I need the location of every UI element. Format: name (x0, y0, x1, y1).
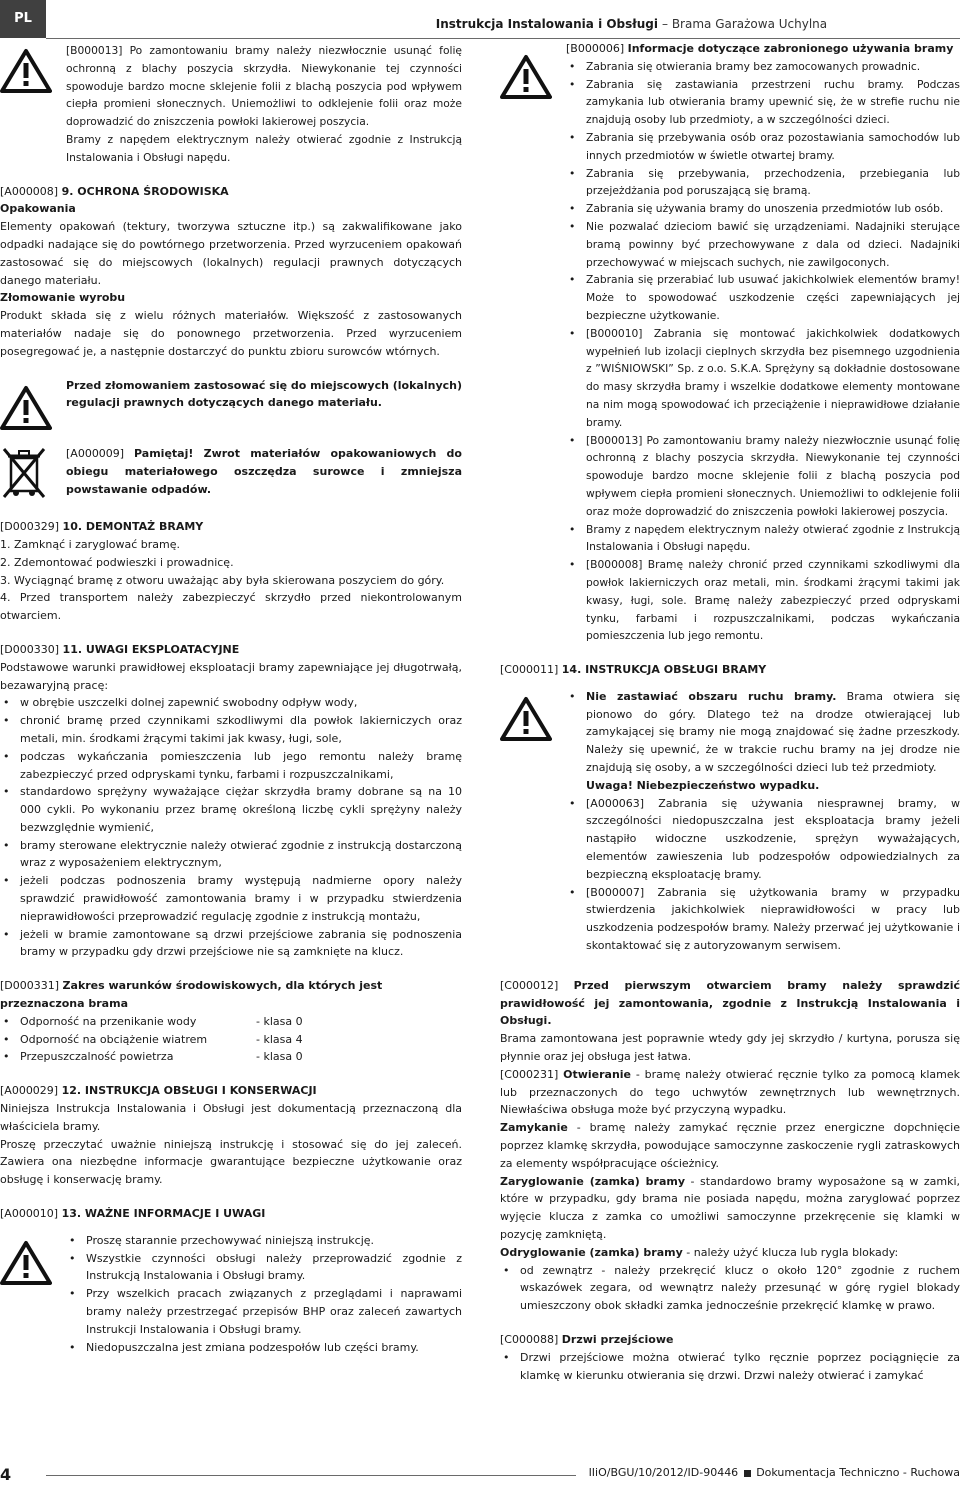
list-item: • standardowo sprężyny wyważające ciężar skrzydła bramy dobrane są na 10 000 cykli. Po wykonaniu przez bramę określoną liczbę cykli sprężyny należy bezwzględnie wymienić, (0, 783, 462, 836)
list-item: • jeżeli w bramie zamontowane są drzwi przejściowe zabrania się podnoszenia bramy w przypadku gdy drzwi przejściowe nie są zamknięte na klucz. (0, 926, 462, 962)
unlocking-list (500, 1262, 960, 1315)
step-item: 2. Zdemontować podwieszki i prowadnicę. (0, 555, 234, 569)
prohibited-heading: [B000006] Informacje dotyczące zabronionego używania bramy (566, 42, 954, 55)
list-item: • od zewnątrz - należy przekręcić klucz o około 120° zgodnie z ruchem wskazówek zegara, od wewnątrz należy przesunąć w górę rygiel blokady umieszczony obok składki zamka jednocześnie przekręcić klamkę w prawo. (500, 1262, 960, 1315)
list-item: • jeżeli podczas podnoszenia bramy występują nadmierne opory należy sprawdzić prawidłowość zamontowania bramy i w przypadku stwierdzenia nieprawidłowości przeprowadzić regulację zgodnie z instrukcją montażu, (0, 872, 462, 925)
paragraph: Proszę przeczytać uważnie niniejszą instrukcję i stosować się do jej zaleceń. Zawiera ona niezbędne informacje gwarantujące bezpieczne użytkowanie oraz obsługę i konserwację bramy. (0, 1137, 462, 1187)
list-item: • Drzwi przejściowe można otwierać tylko ręcznie poprzez pociągnięcie za klamkę w kierunku otwierania się drzwi. Drzwi należy otwierać i zamykać (500, 1349, 960, 1385)
left-column (0, 40, 462, 1356)
section-title: 14. INSTRUKCJA OBSŁUGI BRAMY (561, 663, 767, 677)
list-item: • Zabrania się używania bramy do unoszenia przedmiotów lub osób. (566, 200, 960, 218)
list-item: • [B000013] Po zamontowaniu bramy należy niezwłocznie usunąć folię ochronną z blachy poszycia skrzydła. Niewykonanie tej czynności spowoduje bardzo mocne sklejenie folii z blachą poszycia pod wpływem ciepła promieni słonecznych. Uniemożliwi to odklejenie folii oraz może doprowadzić do zniszczenia powłoki lakierowej poszycia. (566, 432, 960, 521)
prohibited-list (566, 58, 960, 645)
unlocking-text: Odryglowanie (zamka) bramy - należy użyć klucza lub rygla blokady: (500, 1245, 899, 1259)
paragraph: Niniejsza Instrukcja Instalowania i Obsługi jest dokumentacją przeznaczoną dla właściciela bramy. (0, 1102, 462, 1133)
page-number: 4 (0, 1465, 12, 1485)
list-item: • bramy sterowane elektrycznie należy otwierać zgodnie z instrukcją dostarczoną wraz z wyposażeniem elektrycznym, (0, 837, 462, 873)
list-item: • Zabrania się przerabiać lub usuwać jakichkolwiek elementów bramy! Może to spowodować uszkodzenie części zapewniających jej bezpieczne użytkowanie. (566, 271, 960, 324)
list-item: • Nie pozwalać dzieciom bawić się urządzeniami. Nadajniki sterujące bramą powinny być przechowywane z dala od dzieci. Nadajniki przechowywać w miejscach suchych, nie zawilgoconych. (566, 218, 960, 271)
warning-scrap-text: Przed złomowaniem zastosować się do miejscowych (lokalnych) regulacji prawnych dotyczących danego materiału. (66, 378, 462, 410)
section-code: [C000088] (500, 1332, 559, 1346)
step-item: 3. Wyciągnąć bramę z otworu uważając aby była skierowana poszyciem do góry. (0, 573, 445, 587)
section-code: [C000011] (500, 663, 559, 677)
warning-triangle-icon (0, 377, 52, 437)
header-rule (46, 38, 960, 39)
paragraph: Brama zamontowana jest poprawnie wtedy gdy jej skrzydło / kurtyna, porusza się płynnie oraz jej obsługa jest łatwa. (500, 1032, 960, 1064)
warning-foil (0, 40, 462, 167)
section-title: Drzwi przejściowe (561, 1332, 674, 1346)
warning-triangle-icon (500, 40, 552, 645)
section-11-heading (0, 641, 462, 659)
document-subtitle: – Brama Garażowa Uchylna (662, 17, 828, 31)
recycle-note (0, 445, 462, 509)
footer-document-id: IIiO/BGU/10/2012/ID-90446 Dokumentacja Techniczno - Ruchowa (588, 1466, 960, 1480)
list-item: • Zabrania się zastawiania przestrzeni ruchu bramy. Podczas zamykania lub otwierania bramy upewnić się, że w strefie ruchu nie znajdują osoby lub przedmioty, a w szczególności dzieci. (566, 76, 960, 129)
packaging-text: Elementy opakowań (tektury, tworzywa sztuczne itp.) są zakwalifikowane jako odpadki nadające się do powtórnego przetworzenia. Przed wyrzuceniem opakowań zastosować się do miejscowych (lokalnych) regulacji prawnych dotyczących danego materiału. (0, 220, 462, 287)
recycle-code: [A000009] (66, 447, 125, 461)
list-item: • Nie zastawiać obszaru ruchu bramy. Brama otwiera się pionowo do góry. Dlatego też na drodze otwierającej lub zamykającej się bramy nie mogą znajdować się żadne przeszkody. Należy się upewnić, że w trakcie ruchu bramy na jej drodze nie znajdują się osoby, a w szczególności dzieci lub też przedmioty. Uwaga! Niebezpieczeństwo wypadku. (566, 688, 960, 795)
list-item: • Niedopuszczalna jest zmiana podzespołów lub części bramy. (66, 1339, 462, 1357)
list-item: • [B000008] Bramę należy chronić przed czynnikami szkodliwymi dla powłok lakierniczych oraz metali, min. środkami żrącymi takimi jak kwasy, ługi, sole. Bramę należy zabezpieczyć przed odpryskami tynku, farbami i rozpuszczalnikami, podczas wykańczania pomieszczenia lub jego remontu. (566, 556, 960, 645)
important-info (0, 1232, 462, 1357)
section-title: 9. OCHRONA ŚRODOWISKA (61, 184, 229, 198)
section-code: [A000008] (0, 184, 59, 198)
section-14-heading (500, 661, 960, 679)
section-13-heading (0, 1205, 462, 1223)
list-item: • Odporność na obciążenie wiatrem - klasa 4 (0, 1031, 462, 1049)
list-item: • Przy wszelkich pracach związanych z przeglądami i naprawami bramy należy przestrzegać przepisów BHP oraz zaleceń zawartych Instrukcji Instalowania i Obsługi bramy. (66, 1285, 462, 1338)
section-title: Zakres warunków środowiskowych, dla których jest przeznaczona brama (0, 979, 383, 1011)
section-title: 13. WAŻNE INFORMACJE I UWAGI (61, 1207, 266, 1221)
warning-triangle-icon (0, 1232, 52, 1357)
closing-text: Zamykanie - bramę należy zamykać ręcznie przez energiczne dopchnięcie poprzez klamkę skrzydła, powodujące samoczynne zaskoczenie rygli zatraskowych za elementy współpracujące ościeżnicy. (500, 1121, 960, 1170)
list-item: • Zabrania się przebywania osób oraz pozostawiania samochodów lub innych przedmiotów w świetle otwartej bramy. (566, 129, 960, 165)
list-item: • Zabrania się przebywania, przechodzenia, przebiegania lub przejeżdżania pod poruszającą się bramą. (566, 165, 960, 201)
packaging-heading: Opakowania (0, 202, 76, 216)
usage-list (0, 694, 462, 961)
section-title: 11. UWAGI EKSPLOATACYJNE (62, 642, 240, 656)
scrap-heading: Złomowanie wyrobu (0, 291, 126, 305)
crossed-bin-icon (0, 445, 52, 509)
prohibited-use (500, 40, 960, 645)
operation-list (566, 688, 960, 955)
list-item: • [B000010] Zabrania się montować jakichkolwiek dodatkowych wypełnień lub izolacji cieplnych skrzydła bez pisemnego uzgodnienia z ”WIŚNIOWSKI” Sp. z o.o. S.K.A. Sprężyny są dokładnie dostosowane do masy skrzydła bramy i wszelkie dodatkowe elementy montowane na nim mogą spowodować ich przeciążenie i nieprawidłowe działanie bramy. (566, 325, 960, 432)
section-code: [A000010] (0, 1207, 59, 1221)
warning-motor-text: Bramy z napędem elektrycznym należy otwierać zgodnie z Instrukcją Instalowania i Obsługi napędu. (66, 132, 462, 164)
language-tab: PL (0, 0, 46, 38)
section-9-heading (0, 183, 462, 201)
environment-heading (0, 977, 462, 1013)
list-item: • [B000007] Zabrania się użytkowania bramy w przypadku stwierdzenia jakichkolwiek nieprawidłowości w pracy lub uszkodzenia podzespołów bramy. Należy przerwać jej użytkowanie i skontaktować się z autoryzowanym serwisem. (566, 884, 960, 955)
scrap-text: Produkt składa się z wielu różnych materiałów. Większość z zastosowanych materiałów nadaje się do ponownego przetworzenia. Przed wyrzuceniem posegregować je, a następnie dostarczyć do punktu zbioru surowców wtórnych. (0, 309, 462, 358)
list-item: • Bramy z napędem elektrycznym należy otwierać zgodnie z Instrukcją Instalowania i Obsługi napędu. (566, 521, 960, 557)
section-code: [A000029] (0, 1084, 59, 1098)
section-title: 10. DEMONTAŻ BRAMY (62, 520, 204, 534)
section-code: [D000330] (0, 642, 60, 656)
dismantle-steps (0, 536, 462, 625)
important-list (66, 1232, 462, 1357)
list-item: • [A000063] Zabrania się używania niesprawnej bramy, w szczególności niedopuszczalna jest eksploatacja bramy jeżeli nastąpiło widoczne uszkodzenie, sprężyn wyważających, elementów zawieszenia lub podzespołów odpowiedzialnych za bezpieczną eksploatację bramy. (566, 795, 960, 884)
footer-rule (46, 1475, 576, 1476)
operation-warnings (500, 688, 960, 955)
first-open-heading: [C000012] Przed pierwszym otwarciem bramy należy sprawdzić prawidłowość jej zamontowania, zgodnie z Instrukcją Instalowania i Obsługi. (500, 978, 960, 1028)
list-item: • Wszystkie czynności obsługi należy przeprowadzić zgodnie z Instrukcją Instalowania i Obsługi bramy. (66, 1250, 462, 1286)
list-item: • Przepuszczalność powietrza - klasa 0 (0, 1048, 462, 1066)
warning-scrap (0, 377, 462, 437)
section-code: [D000331] (0, 979, 60, 993)
step-item: 4. Przed transportem należy zabezpieczyć skrzydło przed niekontrolowanym otwarciem. (0, 591, 462, 623)
warning-triangle-icon (500, 688, 552, 955)
right-column (500, 40, 960, 1384)
list-item: • podczas wykańczania pomieszczenia lub jego remontu należy bramę zabezpieczyć przed odpryskami tynku, farbami i rozpuszczalnikami, (0, 748, 462, 784)
list-item: • chronić bramę przed czynnikami szkodliwymi dla powłok lakierniczych oraz metali, min. środkami żrącymi takimi jak kwasy, ługi, sole, (0, 712, 462, 748)
section-title: 12. INSTRUKCJA OBSŁUGI I KONSERWACJI (61, 1084, 317, 1098)
locking-text: Zaryglowanie (zamka) bramy - standardowo bramy wyposażone są w zamki, które w przypadku, gdy brama nie posiada napędu, można zaryglować poprzez wyjęcie klucza z zamka co umożliwi samoczynne przekręcenie się klamki w pozycję zamkniętą. (500, 1174, 960, 1241)
wicket-door-list (500, 1349, 960, 1385)
list-item: • Zabrania się otwierania bramy bez zamocowanych prowadnic. (566, 58, 960, 76)
section-code: [D000329] (0, 520, 60, 534)
environment-list (0, 1013, 462, 1066)
square-bullet-icon (744, 1470, 751, 1477)
section-12-heading (0, 1082, 462, 1100)
opening-text: [C000231] Otwieranie - bramę należy otwierać ręcznie tylko za pomocą klamek lub przeznaczonych do tego uchwytów zewnętrznych lub wewnętrznych. Niewłaściwa obsługa może być przyczyną wypadku. (500, 1067, 960, 1117)
warning-triangle-icon (0, 40, 52, 167)
usage-intro: Podstawowe warunki prawidłowej eksploatacji bramy zapewniające jej długotrwałą, bezawaryjną pracę: (0, 660, 462, 692)
section-10-heading (0, 518, 462, 536)
document-title: Instrukcja Instalowania i Obsługi (435, 17, 658, 31)
list-item: • w obrębie uszczelki dolnej zapewnić swobodny odpływ wody, (0, 694, 462, 712)
wicket-door-heading (500, 1331, 960, 1349)
step-item: 1. Zamknąć i zaryglować bramę. (0, 537, 180, 551)
list-item: • Odporność na przenikanie wody - klasa 0 (0, 1013, 462, 1031)
list-item: • Proszę starannie przechowywać niniejszą instrukcję. (66, 1232, 462, 1250)
warning-foil-text: [B000013] Po zamontowaniu bramy należy niezwłocznie usunąć folię ochronną z blachy poszycia skrzydła. Niewykonanie tej czynności spowoduje bardzo mocne sklejenie folii z blachą poszycia pod wpływem ciepła promieni słonecznych. Uniemożliwi to odklejenie folii oraz może doprowadzić do zniszczenia powłoki lakierowej poszycia. (66, 44, 462, 129)
recycle-text: Pamiętaj! Zwrot materiałów opakowaniowych do obiegu materiałowego oszczędza surowce i zmniejsza powstawanie odpadów. (66, 447, 462, 496)
